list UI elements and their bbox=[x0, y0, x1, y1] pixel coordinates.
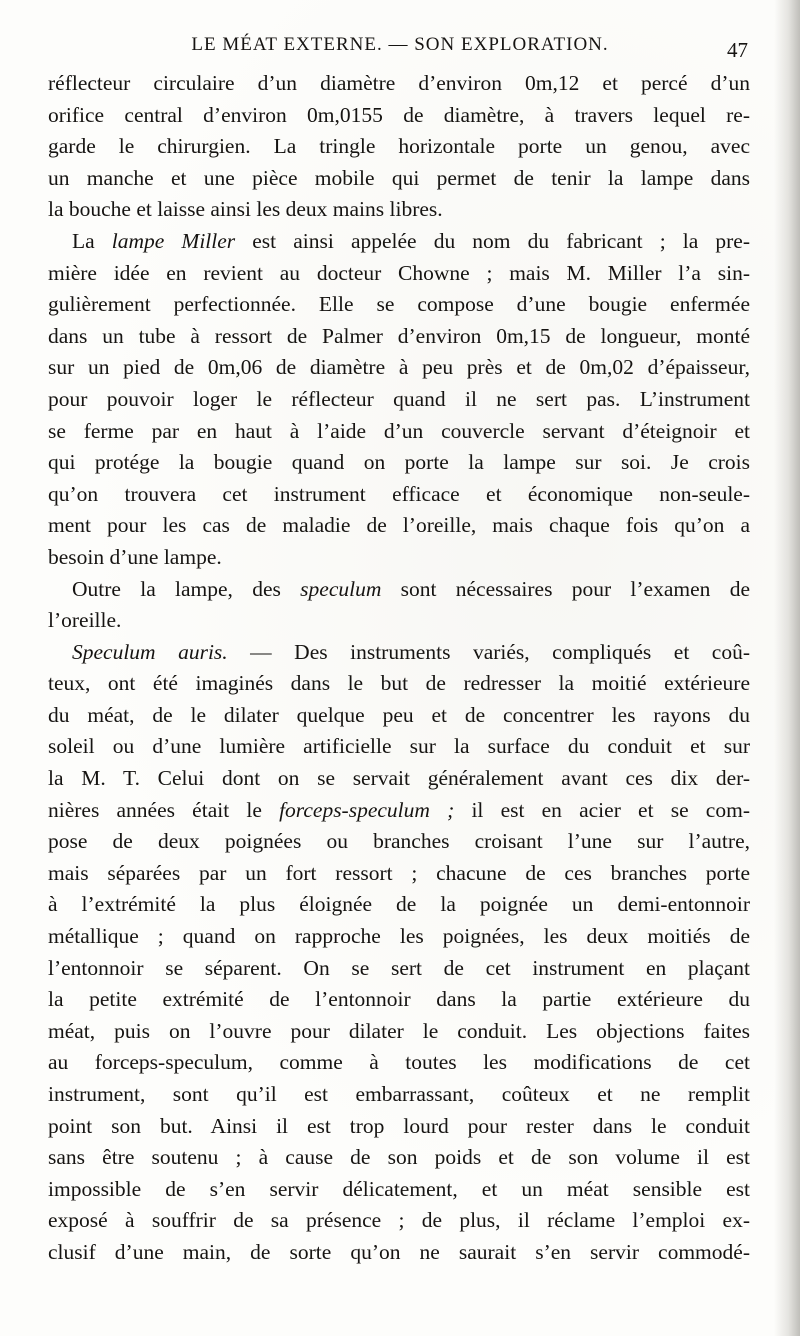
text-line bbox=[48, 795, 750, 827]
line-text: Outre la lampe, des bbox=[72, 576, 301, 601]
text-line bbox=[48, 984, 750, 1016]
text-line bbox=[48, 416, 750, 448]
text-line bbox=[48, 447, 750, 479]
page-number: 47 bbox=[727, 38, 748, 62]
line-text: — Des instruments variés, compliqués et coû- bbox=[227, 639, 750, 664]
text-line bbox=[48, 1142, 750, 1174]
text-line bbox=[48, 574, 750, 606]
line-text: l’oreille. bbox=[48, 608, 122, 633]
line-text: l’entonnoir se séparent. On se sert de cet instrument en plaçant bbox=[48, 955, 750, 980]
line-text: sur un pied de 0m,06 de diamètre à peu près et de 0m,02 d’épaisseur, bbox=[48, 355, 750, 380]
line-text: soleil ou d’une lumière artificielle sur la surface du conduit et sur bbox=[48, 734, 750, 759]
running-head: LE MÉAT EXTERNE. — SON EXPLORATION. bbox=[191, 34, 609, 55]
line-text: ment pour les cas de maladie de l’oreille, mais chaque fois qu’on a bbox=[48, 513, 750, 538]
text-line bbox=[48, 605, 750, 637]
text-line bbox=[48, 1237, 750, 1269]
line-text: orifice central d’environ 0m,0155 de diamètre, à travers lequel re- bbox=[48, 102, 750, 127]
line-text: la M. T. Celui dont on se servait généralement avant ces dix der- bbox=[48, 766, 750, 791]
text-line bbox=[48, 1174, 750, 1206]
line-text: dans un tube à ressort de Palmer d’environ 0m,15 de longueur, monté bbox=[48, 323, 750, 348]
text-line bbox=[48, 321, 750, 353]
text-line bbox=[48, 889, 750, 921]
body-text bbox=[48, 68, 750, 1269]
text-line bbox=[48, 826, 750, 858]
line-text: au forceps-speculum, comme à toutes les modifications de cet bbox=[48, 1050, 750, 1075]
line-text: est ainsi appelée du nom du fabricant ; la pre- bbox=[235, 228, 750, 253]
text-line bbox=[48, 194, 750, 226]
line-text: il est en acier et se com- bbox=[454, 797, 750, 822]
text-line bbox=[48, 289, 750, 321]
text-line bbox=[48, 858, 750, 890]
text-line bbox=[48, 1111, 750, 1143]
line-text: pour pouvoir loger le réflecteur quand il ne sert pas. L’instrument bbox=[48, 386, 750, 411]
line-text: gulièrement perfectionnée. Elle se compose d’une bougie enfermée bbox=[48, 292, 750, 317]
text-line bbox=[48, 921, 750, 953]
text-line bbox=[48, 1079, 750, 1111]
text-line bbox=[48, 100, 750, 132]
text-line bbox=[48, 668, 750, 700]
line-text: pose de deux poignées ou branches croisant l’une sur l’autre, bbox=[48, 829, 750, 854]
line-text: la bouche et laisse ainsi les deux mains libres. bbox=[48, 197, 443, 222]
line-text: impossible de s’en servir délicatement, et un méat sensible est bbox=[48, 1176, 750, 1201]
text-line bbox=[48, 1047, 750, 1079]
text-line bbox=[48, 479, 750, 511]
text-line bbox=[48, 258, 750, 290]
text-line bbox=[48, 700, 750, 732]
text-line bbox=[48, 226, 750, 258]
line-text: clusif d’une main, de sorte qu’on ne saurait s’en servir commodé- bbox=[48, 1239, 750, 1264]
line-text: à l’extrémité la plus éloignée de la poignée un demi-entonnoir bbox=[48, 892, 750, 917]
italic-term: forceps-speculum ; bbox=[279, 797, 455, 822]
italic-term: Speculum auris. bbox=[72, 639, 228, 664]
text-line bbox=[48, 352, 750, 384]
text-line bbox=[48, 542, 750, 574]
text-line bbox=[48, 68, 750, 100]
text-line bbox=[48, 384, 750, 416]
text-line bbox=[48, 131, 750, 163]
line-text: se ferme par en haut à l’aide d’un couvercle servant d’éteignoir et bbox=[48, 418, 750, 443]
line-text: garde le chirurgien. La tringle horizontale porte un genou, avec bbox=[48, 134, 750, 159]
text-line bbox=[48, 510, 750, 542]
line-text: méat, puis on l’ouvre pour dilater le conduit. Les objections faites bbox=[48, 1018, 750, 1043]
line-text: qui protége la bougie quand on porte la lampe sur soi. Je crois bbox=[48, 450, 750, 475]
line-text: instrument, sont qu’il est embarrassant, coûteux et ne remplit bbox=[48, 1082, 750, 1106]
text-line bbox=[48, 731, 750, 763]
line-text: point son but. Ainsi il est trop lourd pour rester dans le conduit bbox=[48, 1113, 750, 1138]
line-text: la petite extrémité de l’entonnoir dans la partie extérieure du bbox=[48, 987, 750, 1012]
line-text: sont nécessaires pour l’examen de bbox=[381, 576, 750, 601]
text-line bbox=[48, 163, 750, 195]
line-text: qu’on trouvera cet instrument efficace et économique non-seule- bbox=[48, 481, 750, 506]
text-line bbox=[48, 953, 750, 985]
text-line bbox=[48, 763, 750, 795]
italic-term: speculum bbox=[300, 576, 382, 601]
line-text: un manche et une pièce mobile qui permet de tenir la lampe dans bbox=[48, 165, 750, 190]
italic-term: lampe Miller bbox=[111, 228, 236, 253]
line-text: mière idée en revient au docteur Chowne ; mais M. Miller l’a sin- bbox=[48, 260, 750, 285]
page-edge-shadow bbox=[774, 0, 800, 1336]
line-text: teux, ont été imaginés dans le but de redresser la moitié extérieure bbox=[48, 671, 750, 696]
text-line bbox=[48, 1016, 750, 1048]
line-text: métallique ; quand on rapproche les poignées, les deux moitiés de bbox=[48, 924, 750, 949]
text-line bbox=[48, 637, 750, 669]
line-text: sans être soutenu ; à cause de son poids et de son volume il est bbox=[48, 1145, 750, 1170]
line-text: exposé à souffrir de sa présence ; de plus, il réclame l’emploi ex- bbox=[48, 1208, 750, 1233]
line-text: La bbox=[72, 228, 112, 253]
line-text: besoin d’une lampe. bbox=[48, 544, 222, 569]
line-text: nières années était le bbox=[48, 797, 280, 822]
line-text: réflecteur circulaire d’un diamètre d’environ 0m,12 et percé d’un bbox=[48, 71, 750, 95]
line-text: mais séparées par un fort ressort ; chacune de ces branches porte bbox=[48, 860, 750, 885]
text-line bbox=[48, 1205, 750, 1237]
page-header bbox=[50, 32, 750, 62]
line-text: du méat, de le dilater quelque peu et de concentrer les rayons du bbox=[48, 702, 750, 727]
